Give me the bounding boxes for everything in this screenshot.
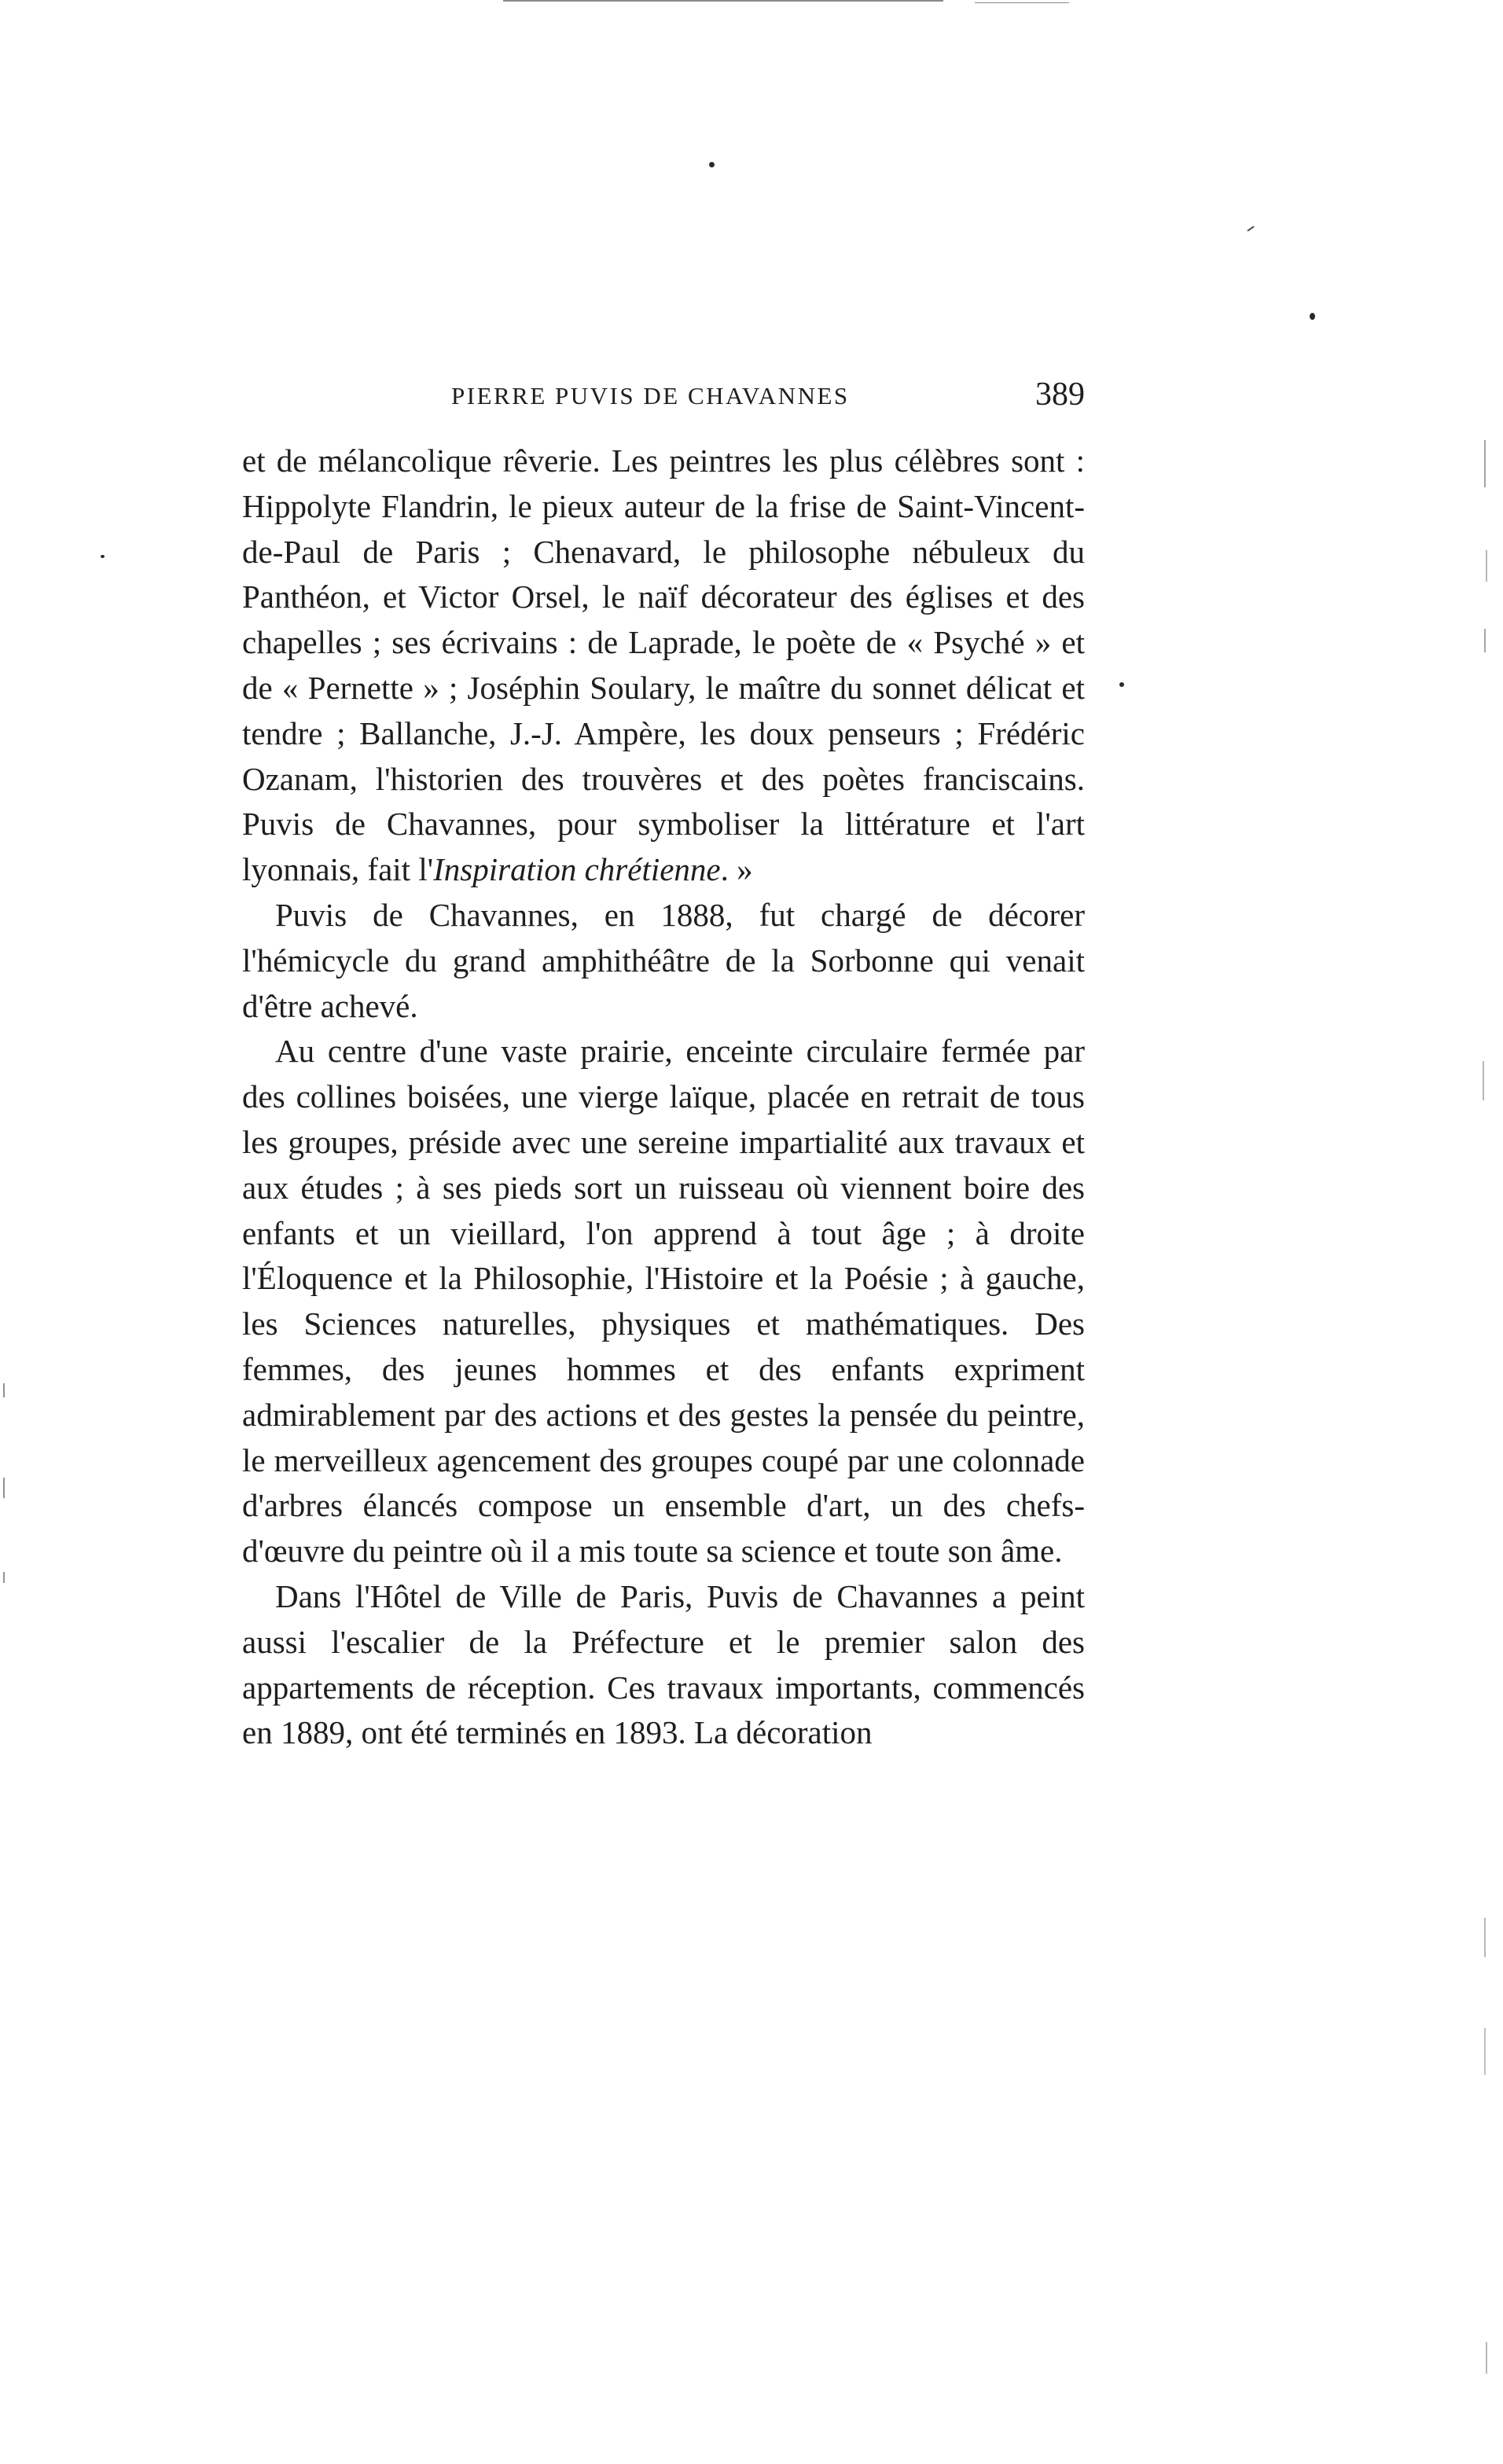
paragraph: Au centre d'une vaste prairie, enceinte circulaire fermée par des collines boisées, une vierge laïque, placée en retrait de tous les groupes, préside avec une sereine impartialité aux travaux et aux études ; à ses pieds sort un ruisseau où viennent boire des enfants et un vieillard, l'on apprend à tout âge ; à droite l'Éloquence et la Philosophie, l'Histoire et la Poésie ; à gauche, les Sciences naturelles, physiques et mathématiques. Des femmes, des jeunes hommes et des enfants expriment admirablement par des actions et des gestes la pensée du peintre, le merveilleux agencement des groupes coupé par une colonnade d'arbres élancés compose un ensemble d'art, un des chefs-d'œuvre du peintre où il a mis toute sa science et toute son âme. bbox=[242, 1033, 1085, 1570]
body-text bbox=[242, 439, 1085, 1756]
scan-edge-mark bbox=[1484, 1918, 1486, 1957]
scan-edge-mark bbox=[1484, 2028, 1486, 2075]
scan-edge-mark bbox=[1247, 226, 1254, 231]
scan-top-rule bbox=[503, 0, 943, 2]
paragraph: Puvis de Chavannes, en 1888, fut chargé de décorer l'hémicycle du grand amphithéâtre de la Sorbonne qui venait d'être achevé. bbox=[242, 896, 1085, 1024]
scan-speck bbox=[1119, 682, 1124, 687]
scan-speck bbox=[1310, 313, 1315, 320]
paragraph-text: . » bbox=[720, 851, 753, 888]
scan-speck bbox=[709, 162, 715, 167]
scan-edge-mark bbox=[1486, 2342, 1487, 2374]
scan-top-rule bbox=[975, 2, 1069, 3]
page-number: 389 bbox=[1035, 376, 1085, 413]
paragraph-text: et de mélancolique rêverie. Les peintres les plus célèbres sont : Hippolyte Flandrin, le pieux auteur de la frise de Saint-Vincent-de-Paul de Paris ; Chenavard, le philosophe nébuleux du Panthéon, et Victor Orsel, le naïf décorateur des églises et des chapelles ; ses écrivains : de Laprade, le poète de « Psyché » et de « Pernette » ; Joséphin Soulary, le maître du sonnet délicat et tendre ; Ballanche, J.-J. Ampère, les doux penseurs ; Frédéric Ozanam, l'historien des trouvères et des poètes franciscains. Puvis de Chavannes, pour symboliser la littérature et l'art lyonnais, fait l' bbox=[242, 442, 1085, 888]
scan-edge-mark bbox=[3, 1383, 5, 1397]
scan-edge-mark bbox=[1484, 629, 1486, 652]
running-title: PIERRE PUVIS DE CHAVANNES bbox=[451, 382, 850, 409]
paragraph bbox=[242, 439, 1085, 893]
paragraph: Dans l'Hôtel de Ville de Paris, Puvis de Chavannes a peint aussi l'escalier de la Préfecture et le premier salon des appartements de réception. Ces travaux importants, commencés en 1889, ont été terminés en 1893. La décoration bbox=[242, 1577, 1085, 1751]
running-head bbox=[245, 376, 1085, 426]
italic-title: Inspiration chrétienne bbox=[433, 851, 721, 888]
scan-edge-mark bbox=[3, 1478, 5, 1498]
scan-edge-mark bbox=[1484, 440, 1486, 487]
scan-edge-mark bbox=[1483, 1061, 1484, 1100]
scan-edge-mark bbox=[3, 1572, 5, 1583]
scan-edge-mark bbox=[1486, 550, 1487, 582]
scan-speck bbox=[101, 555, 105, 558]
